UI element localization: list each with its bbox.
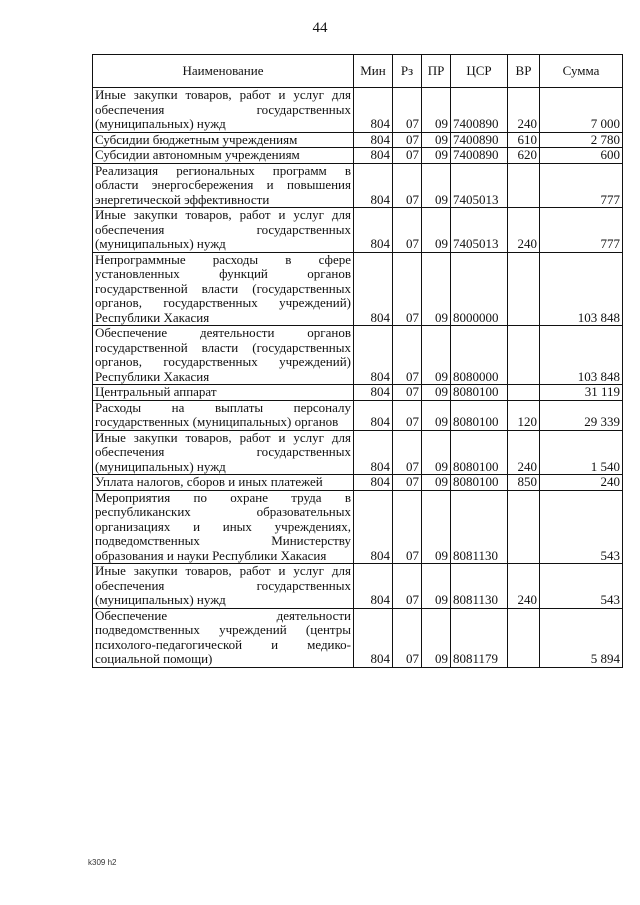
cell-sum: 5 894 <box>540 608 623 667</box>
cell-rz: 07 <box>393 475 422 491</box>
header-pr: ПР <box>422 55 451 88</box>
table-row <box>93 326 623 385</box>
header-sum: Сумма <box>540 55 623 88</box>
table-row <box>93 88 623 133</box>
cell-name: Иные закупки товаров, работ и услуг для обеспечения государственных (муниципальных) нужд <box>93 208 354 253</box>
cell-pr: 09 <box>422 326 451 385</box>
cell-min: 804 <box>354 88 393 133</box>
table-row <box>93 163 623 208</box>
footer-code: k309 h2 <box>88 858 117 867</box>
cell-name: Непрограммные расходы в сфере установленных функций органов государственной власти (государственных органов, государственных учреждений) Республики Хакасия <box>93 252 354 326</box>
cell-pr: 09 <box>422 400 451 430</box>
cell-rz: 07 <box>393 400 422 430</box>
header-rz: Рз <box>393 55 422 88</box>
cell-vr: 620 <box>508 148 540 164</box>
cell-vr: 240 <box>508 430 540 475</box>
table-row <box>93 564 623 609</box>
cell-vr <box>508 490 540 564</box>
cell-vr: 610 <box>508 132 540 148</box>
cell-csr: 7405013 <box>451 163 508 208</box>
cell-vr <box>508 326 540 385</box>
cell-min: 804 <box>354 326 393 385</box>
cell-vr <box>508 163 540 208</box>
cell-sum: 103 848 <box>540 252 623 326</box>
cell-sum: 543 <box>540 490 623 564</box>
cell-name: Реализация региональных программ в области энергосбережения и повышения энергетической эффективности <box>93 163 354 208</box>
cell-pr: 09 <box>422 490 451 564</box>
cell-csr: 7400890 <box>451 132 508 148</box>
cell-vr: 240 <box>508 564 540 609</box>
cell-csr: 8080100 <box>451 400 508 430</box>
cell-name: Центральный аппарат <box>93 385 354 401</box>
cell-rz: 07 <box>393 490 422 564</box>
cell-vr <box>508 385 540 401</box>
cell-min: 804 <box>354 252 393 326</box>
cell-sum: 240 <box>540 475 623 491</box>
cell-sum: 7 000 <box>540 88 623 133</box>
cell-min: 804 <box>354 208 393 253</box>
cell-sum: 31 119 <box>540 385 623 401</box>
cell-csr: 8080100 <box>451 430 508 475</box>
cell-vr: 850 <box>508 475 540 491</box>
cell-csr: 8080100 <box>451 385 508 401</box>
cell-min: 804 <box>354 148 393 164</box>
cell-vr: 120 <box>508 400 540 430</box>
header-min: Мин <box>354 55 393 88</box>
page-number: 44 <box>312 20 328 36</box>
cell-name: Уплата налогов, сборов и иных платежей <box>93 475 354 491</box>
cell-pr: 09 <box>422 88 451 133</box>
table-row <box>93 252 623 326</box>
cell-sum: 1 540 <box>540 430 623 475</box>
cell-pr: 09 <box>422 430 451 475</box>
cell-pr: 09 <box>422 564 451 609</box>
cell-csr: 8080000 <box>451 326 508 385</box>
header-row <box>93 55 623 88</box>
cell-rz: 07 <box>393 326 422 385</box>
cell-csr: 7400890 <box>451 88 508 133</box>
cell-name: Мероприятия по охране труда в республиканских образовательных организациях и иных учреждениях, подведомственных Министерству образования и науки Республики Хакасия <box>93 490 354 564</box>
cell-name: Иные закупки товаров, работ и услуг для обеспечения государственных (муниципальных) нужд <box>93 564 354 609</box>
cell-rz: 07 <box>393 132 422 148</box>
cell-name: Обеспечение деятельности подведомственных учреждений (центры психолого-педагогической и медико-социальной помощи) <box>93 608 354 667</box>
cell-min: 804 <box>354 385 393 401</box>
cell-name: Субсидии бюджетным учреждениям <box>93 132 354 148</box>
cell-rz: 07 <box>393 252 422 326</box>
table-row <box>93 148 623 164</box>
cell-csr: 8081130 <box>451 564 508 609</box>
cell-name: Иные закупки товаров, работ и услуг для обеспечения государственных (муниципальных) нужд <box>93 88 354 133</box>
cell-min: 804 <box>354 132 393 148</box>
cell-pr: 09 <box>422 475 451 491</box>
cell-sum: 543 <box>540 564 623 609</box>
cell-csr: 8080100 <box>451 475 508 491</box>
table-row <box>93 608 623 667</box>
cell-sum: 2 780 <box>540 132 623 148</box>
cell-rz: 07 <box>393 163 422 208</box>
cell-min: 804 <box>354 430 393 475</box>
cell-csr: 8000000 <box>451 252 508 326</box>
cell-min: 804 <box>354 564 393 609</box>
cell-pr: 09 <box>422 148 451 164</box>
cell-csr: 7400890 <box>451 148 508 164</box>
cell-rz: 07 <box>393 208 422 253</box>
cell-vr: 240 <box>508 208 540 253</box>
table-row <box>93 132 623 148</box>
cell-sum: 600 <box>540 148 623 164</box>
cell-vr: 240 <box>508 88 540 133</box>
cell-rz: 07 <box>393 385 422 401</box>
cell-min: 804 <box>354 400 393 430</box>
cell-pr: 09 <box>422 208 451 253</box>
table-row <box>93 475 623 491</box>
cell-pr: 09 <box>422 252 451 326</box>
header-name: Наименование <box>93 55 354 88</box>
cell-csr: 7405013 <box>451 208 508 253</box>
cell-sum: 29 339 <box>540 400 623 430</box>
cell-csr: 8081179 <box>451 608 508 667</box>
cell-min: 804 <box>354 475 393 491</box>
cell-pr: 09 <box>422 608 451 667</box>
cell-name: Расходы на выплаты персоналу государственных (муниципальных) органов <box>93 400 354 430</box>
cell-rz: 07 <box>393 430 422 475</box>
cell-min: 804 <box>354 490 393 564</box>
cell-vr <box>508 608 540 667</box>
cell-min: 804 <box>354 608 393 667</box>
table-row <box>93 208 623 253</box>
cell-sum: 103 848 <box>540 326 623 385</box>
header-csr: ЦСР <box>451 55 508 88</box>
cell-rz: 07 <box>393 608 422 667</box>
cell-pr: 09 <box>422 163 451 208</box>
cell-name: Субсидии автономным учреждениям <box>93 148 354 164</box>
cell-sum: 777 <box>540 163 623 208</box>
cell-name: Обеспечение деятельности органов государственной власти (государственных органов, государственных учреждений) Республики Хакасия <box>93 326 354 385</box>
table-row <box>93 430 623 475</box>
header-vr: ВР <box>508 55 540 88</box>
table-row <box>93 385 623 401</box>
table-row <box>93 400 623 430</box>
cell-sum: 777 <box>540 208 623 253</box>
cell-pr: 09 <box>422 132 451 148</box>
cell-vr <box>508 252 540 326</box>
cell-rz: 07 <box>393 564 422 609</box>
table-row <box>93 490 623 564</box>
cell-rz: 07 <box>393 88 422 133</box>
budget-table <box>92 54 623 668</box>
cell-rz: 07 <box>393 148 422 164</box>
cell-min: 804 <box>354 163 393 208</box>
cell-csr: 8081130 <box>451 490 508 564</box>
cell-name: Иные закупки товаров, работ и услуг для обеспечения государственных (муниципальных) нужд <box>93 430 354 475</box>
cell-pr: 09 <box>422 385 451 401</box>
